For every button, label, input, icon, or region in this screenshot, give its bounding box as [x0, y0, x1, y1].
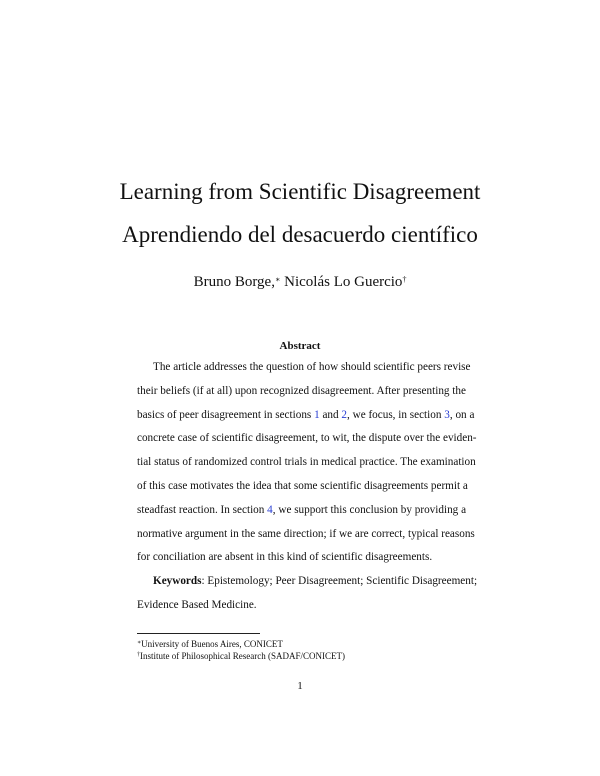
- author-nicolas-lo-guercio: Nicolás Lo Guercio: [284, 274, 403, 290]
- abstract-line: for conciliation are absent in this kind of scientific disagreements.: [137, 551, 433, 564]
- footnote: ∗University of Buenos Aires, CONICET: [137, 639, 283, 649]
- keywords-label: Keywords: [153, 575, 202, 587]
- keywords-line: Evidence Based Medicine.: [137, 598, 257, 611]
- abstract-line: of this case motivates the idea that some scientific disagreements permit a: [137, 479, 468, 492]
- keywords-block: [137, 570, 478, 618]
- footnotes: [137, 638, 345, 662]
- author-line: [0, 272, 600, 292]
- footnote-mark-2[interactable]: †: [402, 275, 407, 284]
- abstract-line: concrete case of scientific disagreement, to wit, the dispute over the eviden-: [137, 432, 477, 445]
- paper-title-english: Learning from Scientific Disagreement: [119, 179, 481, 204]
- author-bruno-borge: Bruno Borge,: [193, 274, 275, 290]
- footnote-mark-1[interactable]: ∗: [274, 275, 281, 284]
- section-ref-link[interactable]: 2: [341, 408, 348, 421]
- paper-title-spanish: Aprendiendo del desacuerdo científico: [122, 222, 478, 247]
- section-ref-link[interactable]: 3: [444, 408, 450, 421]
- footnote: †Institute of Philosophical Research (SADAF/CONICET): [137, 651, 345, 661]
- abstract-body: [137, 356, 477, 570]
- section-ref-link[interactable]: 4: [267, 503, 273, 516]
- abstract-line: tial status of randomized control trials in medical practice. The examination: [137, 456, 476, 469]
- keywords-line: Keywords: Epistemology; Peer Disagreement; Scientific Disagreement;: [153, 575, 478, 587]
- abstract-line: their beliefs (if at all) upon recognized disagreement. After presenting the: [137, 384, 466, 397]
- abstract-line: steadfast reaction. In section 4, we support this conclusion by providing a: [137, 503, 467, 516]
- section-ref-link[interactable]: 1: [314, 408, 320, 421]
- abstract-heading: Abstract: [279, 340, 321, 352]
- abstract-line: The article addresses the question of how should scientific peers revise: [153, 361, 471, 373]
- abstract-line: normative argument in the same direction; if we are correct, typical reasons: [137, 527, 475, 540]
- footnote-divider: [137, 633, 260, 634]
- page-number: 1: [297, 680, 303, 692]
- abstract-line: basics of peer disagreement in sections 1 and 2, we focus, in section 3, on a: [137, 408, 475, 421]
